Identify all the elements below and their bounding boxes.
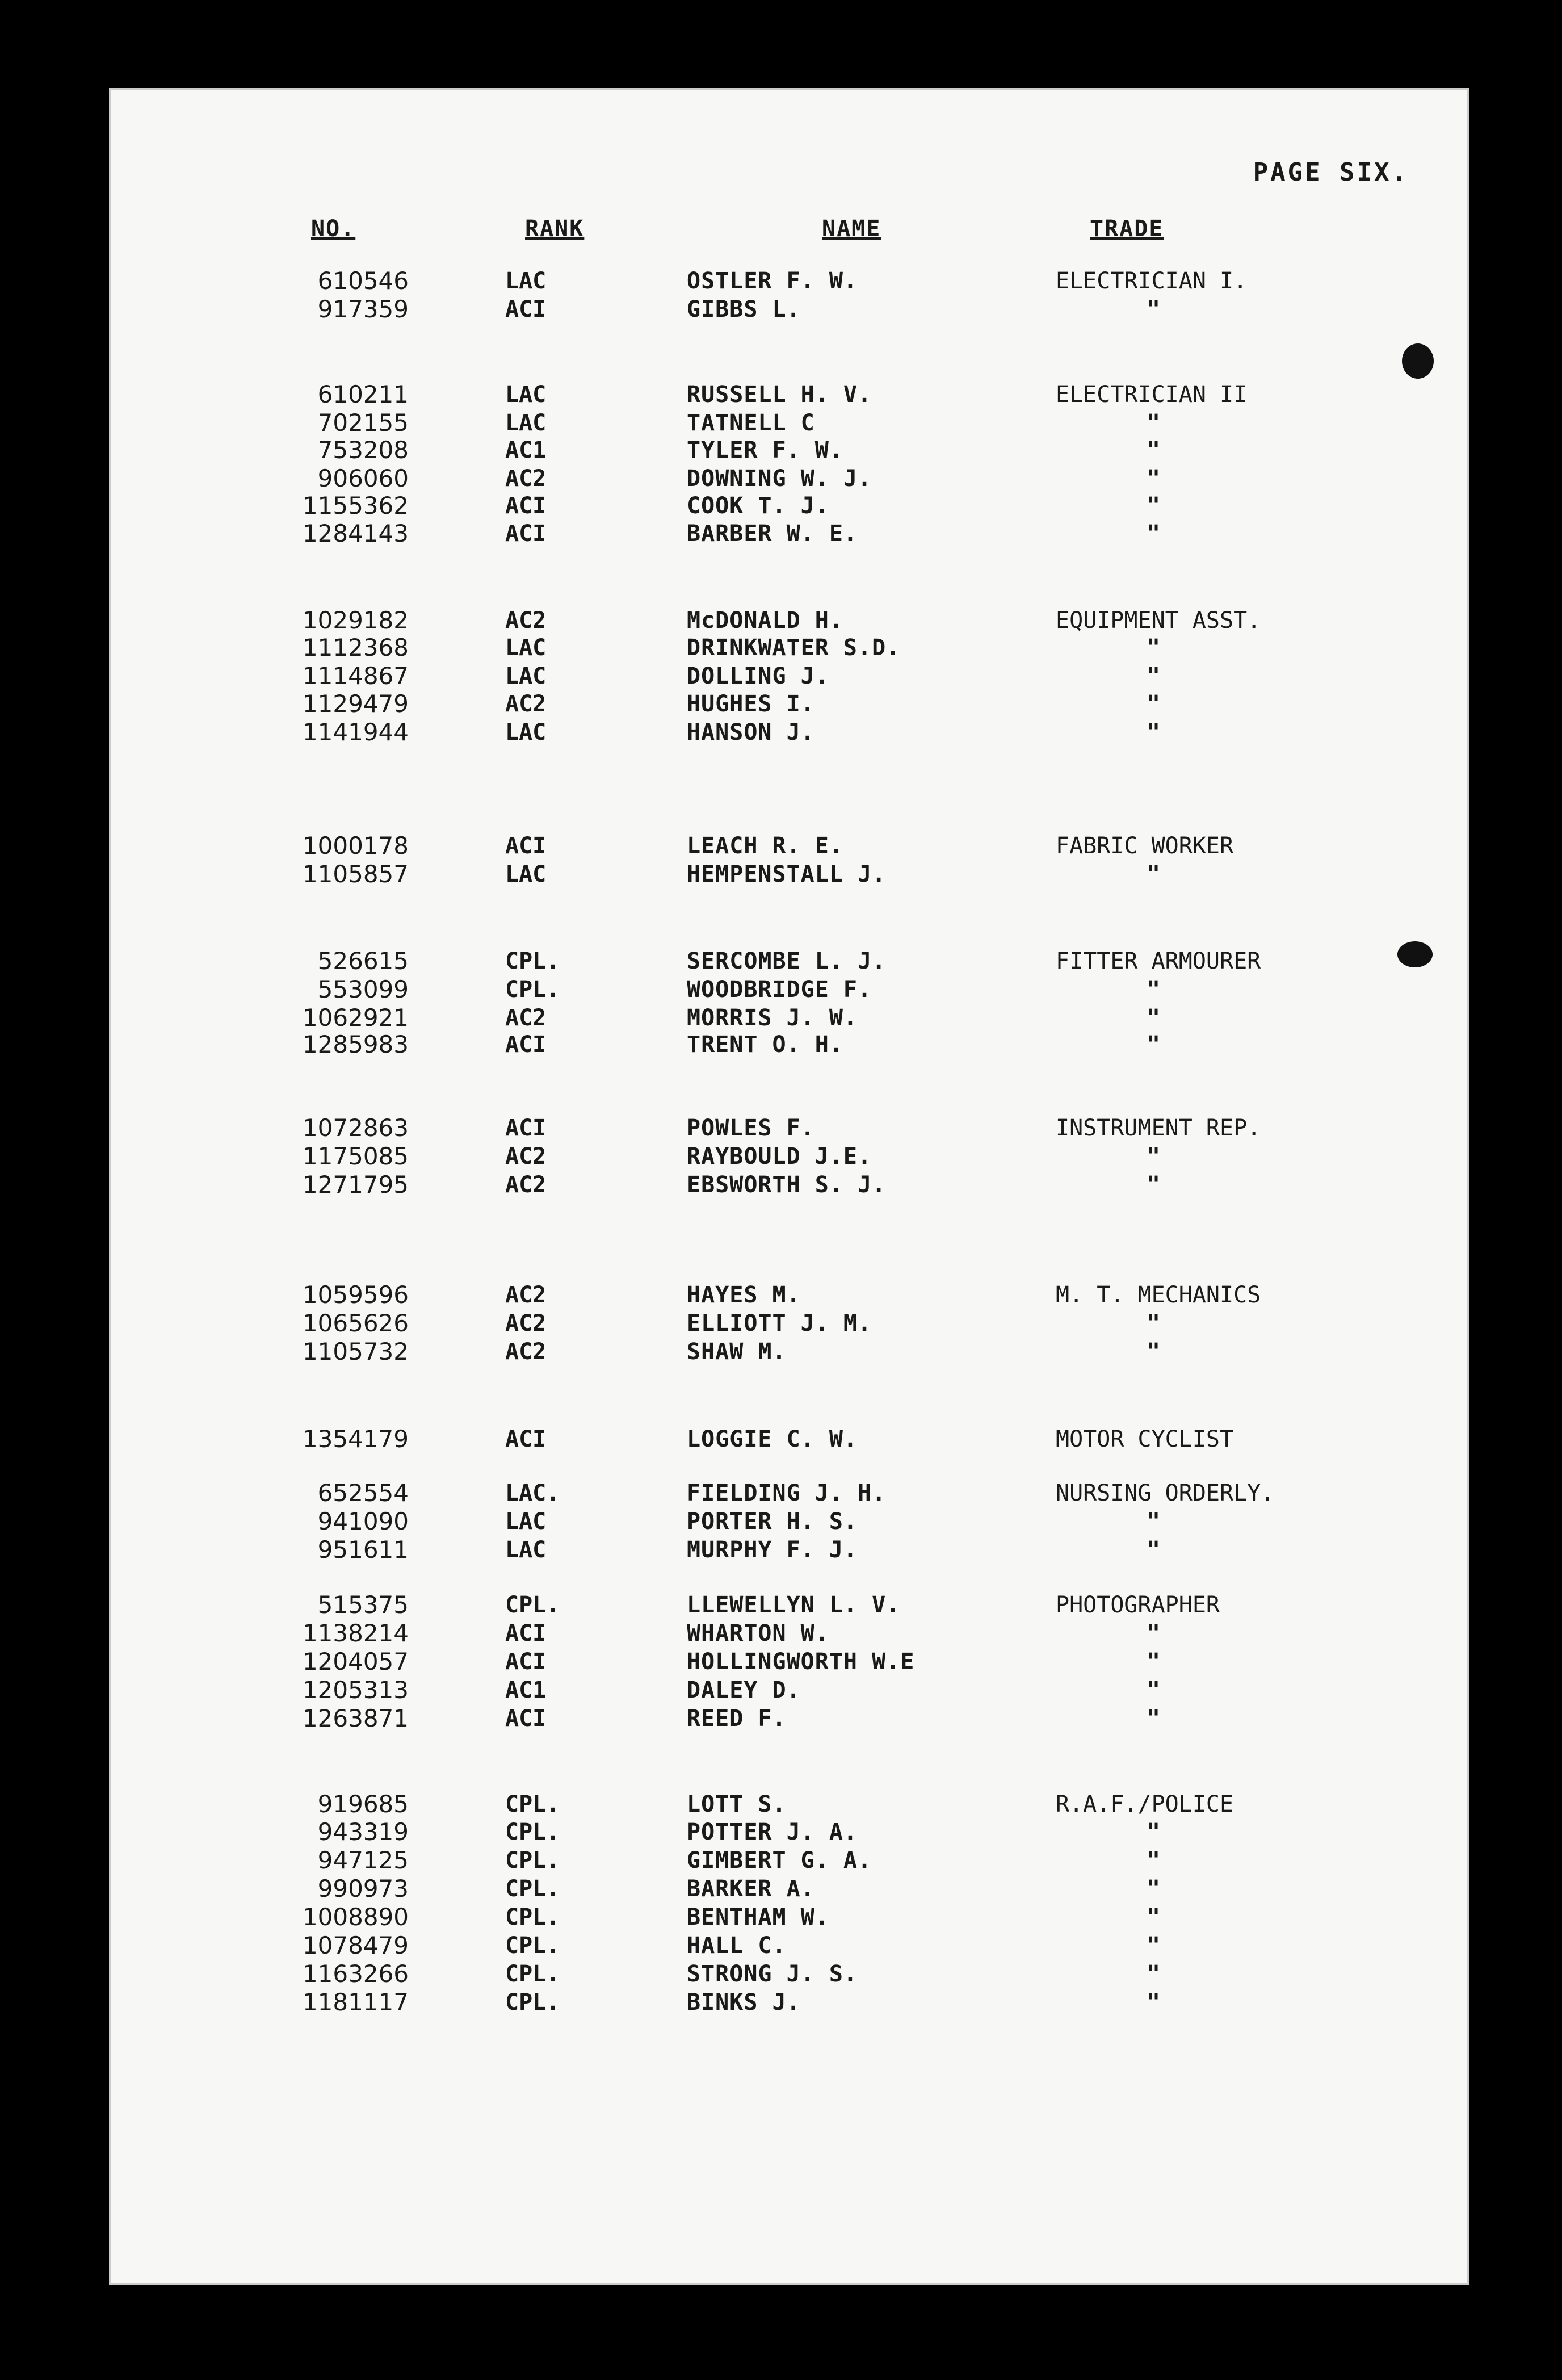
rank: ACI <box>505 296 547 322</box>
trade: " <box>1147 1706 1161 1732</box>
service-number: 1114867 <box>302 662 409 690</box>
trade: " <box>1147 977 1161 1003</box>
table-row <box>0 1846 1562 1875</box>
name: WOODBRIDGE F. <box>687 977 872 1003</box>
service-number: 515375 <box>317 1591 409 1619</box>
service-number: 1354179 <box>302 1425 409 1453</box>
table-row <box>0 1309 1562 1338</box>
table-row <box>0 690 1562 718</box>
rank: LAC <box>505 1537 547 1563</box>
service-number: 610211 <box>317 380 409 408</box>
rank: CPL. <box>505 1847 560 1874</box>
rank: AC2 <box>505 466 547 492</box>
service-number: 1029182 <box>302 606 409 634</box>
service-number: 1065626 <box>302 1309 409 1337</box>
trade: " <box>1147 635 1161 661</box>
rank: ACI <box>505 1649 547 1675</box>
ink-blot <box>1402 343 1434 379</box>
header-trade: TRADE <box>1090 216 1164 242</box>
rank: ACI <box>505 1620 547 1646</box>
page-label: PAGE SIX. <box>1253 158 1409 187</box>
trade: " <box>1147 1172 1161 1198</box>
table-row <box>0 947 1562 975</box>
trade: " <box>1147 663 1161 689</box>
trade: " <box>1147 1339 1161 1365</box>
rank: CPL. <box>505 1876 560 1902</box>
header-rank: RANK <box>525 216 585 242</box>
table-row <box>0 1338 1562 1366</box>
trade: ELECTRICIAN I. <box>1056 268 1248 294</box>
rank: CPL. <box>505 1819 560 1845</box>
name: ELLIOTT J. M. <box>687 1310 872 1336</box>
service-number: 1271795 <box>302 1171 409 1199</box>
service-number: 1204057 <box>302 1648 409 1675</box>
rank: ACI <box>505 1115 547 1141</box>
table-row <box>0 492 1562 520</box>
service-number: 1112368 <box>302 634 409 661</box>
name: TYLER F. W. <box>687 437 843 463</box>
rank: AC1 <box>505 1677 547 1703</box>
rank: CPL. <box>505 948 560 974</box>
trade: NURSING ORDERLY. <box>1056 1480 1275 1506</box>
rank: LAC <box>505 1509 547 1535</box>
service-number: 1284143 <box>302 519 409 547</box>
service-number: 917359 <box>317 295 409 323</box>
rank: AC2 <box>505 1339 547 1365</box>
table-row <box>0 1507 1562 1536</box>
service-number: 943319 <box>317 1818 409 1846</box>
service-number: 941090 <box>317 1507 409 1535</box>
name: WHARTON W. <box>687 1620 829 1646</box>
name: McDONALD H. <box>687 607 843 634</box>
service-number: 1105732 <box>302 1338 409 1365</box>
table-row <box>0 1619 1562 1648</box>
trade: " <box>1147 1005 1161 1031</box>
rank: LAC <box>505 382 547 408</box>
table-row <box>0 975 1562 1004</box>
name: BENTHAM W. <box>687 1904 829 1930</box>
rank: LAC <box>505 410 547 436</box>
table-row <box>0 380 1562 409</box>
trade: " <box>1147 1933 1161 1959</box>
name: COOK T. J. <box>687 493 829 519</box>
rank: ACI <box>505 521 547 547</box>
trade: R.A.F./POLICE <box>1056 1791 1234 1817</box>
trade: " <box>1147 1847 1161 1874</box>
service-number: 1000178 <box>302 832 409 860</box>
service-number: 702155 <box>317 409 409 437</box>
trade: " <box>1147 861 1161 887</box>
name: LLEWELLYN L. V. <box>687 1592 901 1618</box>
service-number: 947125 <box>317 1846 409 1874</box>
trade: " <box>1147 296 1161 322</box>
table-row <box>0 1591 1562 1619</box>
table-row <box>0 267 1562 295</box>
table-row <box>0 606 1562 635</box>
service-number: 652554 <box>317 1479 409 1507</box>
table-row <box>0 832 1562 860</box>
name: HALL C. <box>687 1933 787 1959</box>
trade: " <box>1147 1961 1161 1987</box>
table-row <box>0 1676 1562 1704</box>
ink-blot <box>1397 941 1433 967</box>
rank: ACI <box>505 1706 547 1732</box>
rank: AC2 <box>505 691 547 717</box>
name: POTTER J. A. <box>687 1819 858 1845</box>
trade: EQUIPMENT ASST. <box>1056 607 1261 634</box>
rank: AC2 <box>505 607 547 634</box>
trade: " <box>1147 1904 1161 1930</box>
rank: AC2 <box>505 1310 547 1336</box>
rank: CPL. <box>505 1791 560 1817</box>
trade: " <box>1147 493 1161 519</box>
rank: CPL. <box>505 1933 560 1959</box>
name: PORTER H. S. <box>687 1509 858 1535</box>
name: SHAW M. <box>687 1339 787 1365</box>
service-number: 1155362 <box>302 492 409 519</box>
name: BINKS J. <box>687 1989 801 2016</box>
table-row <box>0 1875 1562 1903</box>
trade: " <box>1147 1649 1161 1675</box>
name: MURPHY F. J. <box>687 1537 858 1563</box>
rank: AC1 <box>505 437 547 463</box>
service-number: 610546 <box>317 267 409 295</box>
header-name: NAME <box>822 216 881 242</box>
name: HOLLINGWORTH W.E <box>687 1649 915 1675</box>
trade: " <box>1147 1310 1161 1336</box>
rank: CPL. <box>505 1961 560 1987</box>
service-number: 1059596 <box>302 1281 409 1309</box>
name: MORRIS J. W. <box>687 1005 858 1031</box>
table-row <box>0 409 1562 437</box>
rank: ACI <box>505 493 547 519</box>
table-row <box>0 464 1562 493</box>
service-number: 1175085 <box>302 1142 409 1170</box>
table-row <box>0 1479 1562 1507</box>
name: POWLES F. <box>687 1115 815 1141</box>
trade: PHOTOGRAPHER <box>1056 1592 1220 1618</box>
service-number: 1078479 <box>302 1931 409 1959</box>
name: TRENT O. H. <box>687 1032 843 1058</box>
trade: " <box>1147 719 1161 745</box>
name: DOLLING J. <box>687 663 829 689</box>
name: DOWNING W. J. <box>687 466 872 492</box>
service-number: 1285983 <box>302 1030 409 1058</box>
table-row <box>0 1818 1562 1846</box>
service-number: 1138214 <box>302 1619 409 1647</box>
table-row <box>0 1790 1562 1818</box>
trade: " <box>1147 1677 1161 1703</box>
rank: CPL. <box>505 977 560 1003</box>
service-number: 526615 <box>317 947 409 975</box>
table-row <box>0 1960 1562 1988</box>
rank: CPL. <box>505 1592 560 1618</box>
name: DALEY D. <box>687 1677 801 1703</box>
table-row <box>0 860 1562 889</box>
service-number: 1072863 <box>302 1114 409 1142</box>
name: HUGHES I. <box>687 691 815 717</box>
name: EBSWORTH S. J. <box>687 1172 887 1198</box>
trade: INSTRUMENT REP. <box>1056 1115 1261 1141</box>
name: BARKER A. <box>687 1876 815 1902</box>
trade: " <box>1147 1620 1161 1646</box>
trade: " <box>1147 691 1161 717</box>
rank: ACI <box>505 1426 547 1452</box>
table-row <box>0 1931 1562 1960</box>
name: SERCOMBE L. J. <box>687 948 887 974</box>
service-number: 753208 <box>317 436 409 464</box>
service-number: 553099 <box>317 975 409 1003</box>
table-row <box>0 519 1562 548</box>
table-row <box>0 718 1562 747</box>
trade: " <box>1147 1989 1161 2016</box>
trade: " <box>1147 1509 1161 1535</box>
table-row <box>0 1142 1562 1171</box>
name: LOTT S. <box>687 1791 787 1817</box>
trade: M. T. MECHANICS <box>1056 1282 1261 1308</box>
name: DRINKWATER S.D. <box>687 635 901 661</box>
trade: MOTOR CYCLIST <box>1056 1426 1234 1452</box>
name: RAYBOULD J.E. <box>687 1143 872 1170</box>
table-row <box>0 436 1562 464</box>
service-number: 1263871 <box>302 1704 409 1732</box>
header-no: NO. <box>311 216 356 242</box>
rank: AC2 <box>505 1143 547 1170</box>
trade: " <box>1147 1876 1161 1902</box>
table-row <box>0 1030 1562 1059</box>
table-row <box>0 1004 1562 1032</box>
name: REED F. <box>687 1706 787 1732</box>
service-number: 1205313 <box>302 1676 409 1704</box>
name: LEACH R. E. <box>687 833 843 859</box>
rank: AC2 <box>505 1005 547 1031</box>
service-number: 919685 <box>317 1790 409 1818</box>
rank: ACI <box>505 1032 547 1058</box>
name: HAYES M. <box>687 1282 801 1308</box>
service-number: 1129479 <box>302 690 409 718</box>
service-number: 1181117 <box>302 1988 409 2016</box>
table-row <box>0 1903 1562 1931</box>
trade: FITTER ARMOURER <box>1056 948 1261 974</box>
rank: CPL. <box>505 1989 560 2016</box>
service-number: 951611 <box>317 1536 409 1564</box>
table-row <box>0 295 1562 324</box>
name: OSTLER F. W. <box>687 268 858 294</box>
trade: " <box>1147 410 1161 436</box>
rank: AC2 <box>505 1282 547 1308</box>
name: HANSON J. <box>687 719 815 745</box>
table-row <box>0 1114 1562 1142</box>
trade: " <box>1147 1537 1161 1563</box>
table-row <box>0 1988 1562 2017</box>
table-row <box>0 1704 1562 1733</box>
rank: CPL. <box>505 1904 560 1930</box>
rank: AC2 <box>505 1172 547 1198</box>
trade: " <box>1147 1819 1161 1845</box>
rank: LAC <box>505 635 547 661</box>
table-row <box>0 634 1562 662</box>
name: FIELDING J. H. <box>687 1480 887 1506</box>
name: LOGGIE C. W. <box>687 1426 858 1452</box>
table-row <box>0 662 1562 690</box>
rank: LAC <box>505 861 547 887</box>
table-row <box>0 1425 1562 1453</box>
name: STRONG J. S. <box>687 1961 858 1987</box>
rank: LAC. <box>505 1480 560 1506</box>
name: TATNELL C <box>687 410 815 436</box>
trade: ELECTRICIAN II <box>1056 382 1248 408</box>
trade: " <box>1147 466 1161 492</box>
trade: " <box>1147 521 1161 547</box>
table-row <box>0 1536 1562 1564</box>
table-row <box>0 1171 1562 1199</box>
service-number: 1163266 <box>302 1960 409 1988</box>
service-number: 1062921 <box>302 1004 409 1032</box>
name: GIMBERT G. A. <box>687 1847 872 1874</box>
trade: " <box>1147 1032 1161 1058</box>
table-row <box>0 1648 1562 1676</box>
service-number: 990973 <box>317 1875 409 1903</box>
name: RUSSELL H. V. <box>687 382 872 408</box>
name: HEMPENSTALL J. <box>687 861 887 887</box>
rank: LAC <box>505 719 547 745</box>
service-number: 1008890 <box>302 1903 409 1931</box>
table-row <box>0 1281 1562 1309</box>
rank: ACI <box>505 833 547 859</box>
name: GIBBS L. <box>687 296 801 322</box>
service-number: 1105857 <box>302 860 409 888</box>
name: BARBER W. E. <box>687 521 858 547</box>
trade: " <box>1147 437 1161 463</box>
trade: " <box>1147 1143 1161 1170</box>
rank: LAC <box>505 663 547 689</box>
service-number: 1141944 <box>302 718 409 746</box>
trade: FABRIC WORKER <box>1056 833 1234 859</box>
service-number: 906060 <box>317 464 409 492</box>
rank: LAC <box>505 268 547 294</box>
